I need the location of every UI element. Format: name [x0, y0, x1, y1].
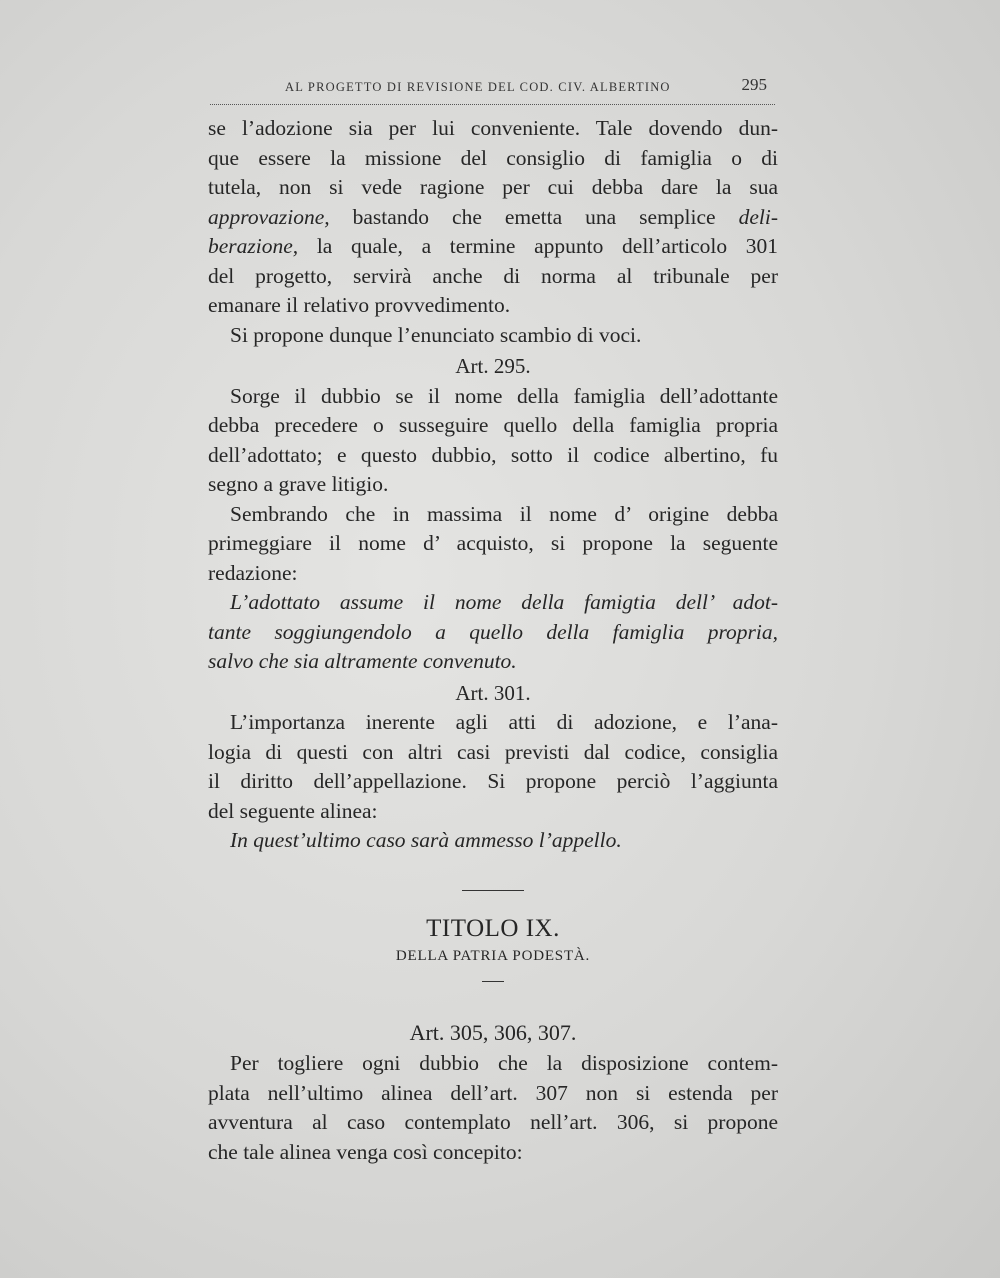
text-line: del progetto, servirà anche di norma al tribunale per: [208, 263, 778, 288]
page-body: [208, 114, 778, 1167]
title-subheading: DELLA PATRIA PODESTÀ.: [395, 947, 591, 964]
title-heading: TITOLO IX.: [426, 914, 560, 942]
page-header: [210, 70, 775, 105]
italic-word: deli-: [738, 204, 778, 229]
text-line: del seguente alinea:: [208, 798, 378, 823]
quoted-line: In quest’ultimo caso sarà ammesso l’appello.: [230, 828, 622, 852]
section-rule: [462, 890, 524, 891]
text-run: la quale, a termine appunto dell’articolo 301: [298, 234, 778, 258]
text-line: il diritto dell’appellazione. Si propone perciò l’aggiunta: [208, 769, 778, 793]
text-line: redazione:: [208, 560, 298, 585]
article-heading: Art. 305, 306, 307.: [409, 1019, 577, 1045]
running-title: AL PROGETTO DI REVISIONE DEL COD. CIV. ALBERTINO: [285, 80, 671, 94]
title-dash: [482, 981, 504, 982]
text-line: segno a grave litigio.: [208, 472, 389, 496]
text-line: [208, 203, 778, 233]
quoted-line: salvo che sia altramente convenuto.: [208, 649, 517, 673]
text-line: Per togliere ogni dubbio che la disposizione contem-: [230, 1051, 778, 1075]
text-line: logia di questi con altri casi previsti dal codice, consiglia: [208, 739, 778, 764]
text-line: emanare il relativo provvedimento.: [208, 293, 511, 317]
text-line: che tale alinea venga così concepito:: [208, 1139, 523, 1164]
article-heading: Art. 301.: [455, 680, 531, 705]
italic-word: approvazione,: [208, 204, 330, 229]
page-number: 295: [741, 75, 767, 94]
text-line: Sembrando che in massima il nome d’ origine debba: [230, 501, 778, 526]
text-line: Si propone dunque l’enunciato scambio di voci.: [230, 322, 642, 347]
italic-word: berazione,: [208, 234, 299, 258]
text-line: se l’adozione sia per lui conveniente. Tale dovendo dun-: [208, 116, 778, 140]
article-heading: Art. 295.: [455, 354, 531, 378]
text-line: que essere la missione del consiglio di famiglia o di: [208, 145, 778, 170]
text-line: dell’adottato; e questo dubbio, sotto il codice albertino, fu: [208, 442, 778, 467]
text-line: plata nell’ultimo alinea dell’art. 307 non si estenda per: [208, 1080, 778, 1105]
text-line: Sorge il dubbio se il nome della famiglia dell’adottante: [230, 383, 778, 408]
text-line: debba precedere o susseguire quello della famiglia propria: [208, 413, 778, 437]
text-line: L’importanza inerente agli atti di adozione, e l’ana-: [230, 710, 778, 734]
text-line: [208, 232, 778, 262]
text-line: avventura al caso contemplato nell’art. 306, si propone: [208, 1110, 778, 1134]
quoted-line: L’adottato assume il nome della famigtia dell’ adot-: [230, 590, 778, 614]
quoted-line: tante soggiungendolo a quello della famiglia propria,: [208, 619, 778, 644]
text-line: primeggiare il nome d’ acquisto, si propone la seguente: [208, 531, 778, 555]
text-run: bastando che emetta una semplice: [329, 204, 739, 229]
text-line: tutela, non si vede ragione per cui debba dare la sua: [208, 175, 778, 199]
